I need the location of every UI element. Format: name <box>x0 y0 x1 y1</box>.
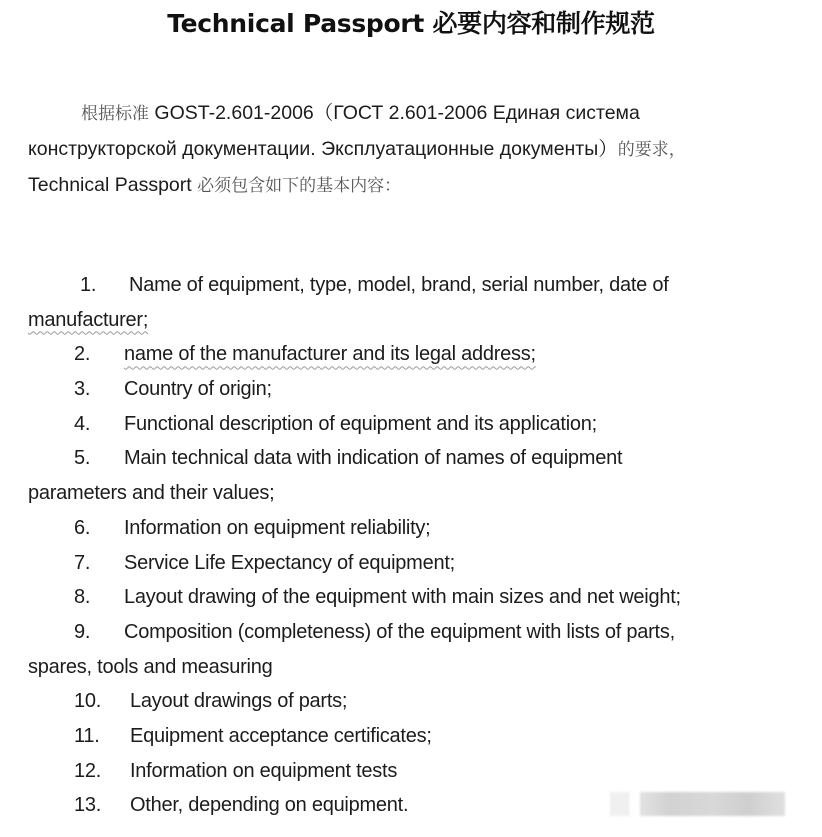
list-item-continuation <box>28 650 818 685</box>
list-item-number: 9. <box>74 620 91 643</box>
watermark-gap <box>630 792 640 816</box>
list-item-text: Information on equipment tests <box>130 759 398 782</box>
list-item <box>28 441 818 476</box>
intro-russian-title: конструкторской документации. Эксплуатационные документы） <box>28 138 618 160</box>
list-item-text: name of the manufacturer and its legal address; <box>124 343 536 366</box>
list-item <box>28 511 818 546</box>
list-item-number: 3. <box>74 378 91 401</box>
list-item-text: Service Life Expectancy of equipment; <box>124 551 455 574</box>
list-item-text: spares, tools and measuring <box>28 655 273 678</box>
list-item-text: parameters and their values; <box>28 482 275 505</box>
watermark-logo-icon <box>610 792 630 816</box>
blurred-watermark <box>610 790 810 818</box>
intro-cn-requirement: 的要求， <box>617 140 686 160</box>
list-item-text: Equipment acceptance certificates; <box>130 724 432 747</box>
list-item-text: Functional description of equipment and its application; <box>124 412 597 435</box>
list-item <box>28 719 818 754</box>
intro-cn-contents: 必须包含如下的基本内容： <box>197 176 402 196</box>
list-item-number: 11. <box>74 724 100 747</box>
list-item <box>28 684 818 719</box>
list-item-text: Country of origin; <box>124 378 272 401</box>
list-item-number: 6. <box>74 516 91 539</box>
list-item <box>28 546 818 581</box>
list-item <box>28 407 818 442</box>
list-item-number: 8. <box>74 586 91 609</box>
list-item-number: 12. <box>74 759 102 782</box>
list-item-number: 10. <box>74 690 102 713</box>
list-item <box>28 337 818 372</box>
list-item-text: Layout drawings of parts; <box>130 690 348 713</box>
intro-line-1 <box>28 96 818 132</box>
list-item-number: 1. <box>80 274 97 296</box>
list-item-number: 5. <box>74 447 91 470</box>
intro-technical-passport: Technical Passport <box>28 174 198 196</box>
list-item-text: manufacturer; <box>28 308 149 331</box>
intro-standard-reference: GOST-2.601-2006（ГОСТ 2.601-2006 Единая система <box>149 102 640 124</box>
list-item-continuation <box>28 476 818 511</box>
list-item <box>28 372 818 407</box>
intro-cn-prefix: 根据标准 <box>81 104 149 124</box>
intro-paragraph <box>28 96 818 204</box>
list-item <box>28 615 818 650</box>
list-item-text: Other, depending on equipment. <box>130 794 409 817</box>
intro-line-2 <box>28 132 818 168</box>
intro-line-3 <box>28 168 818 204</box>
list-item-number: 7. <box>74 551 91 574</box>
list-item-number: 13. <box>74 794 102 817</box>
list-item-text: Layout drawing of the equipment with main sizes and net weight; <box>124 586 681 609</box>
list-item-text: Composition (completeness) of the equipment with lists of parts, <box>124 620 675 643</box>
list-item-text: Name of equipment, type, model, brand, serial number, date of <box>129 274 669 296</box>
list-item-number: 2. <box>74 343 91 366</box>
list-item-text: Main technical data with indication of names of equipment <box>124 447 623 470</box>
list-item-text: Information on equipment reliability; <box>124 516 431 539</box>
watermark-text <box>640 792 785 816</box>
requirements-list <box>28 268 818 823</box>
list-item-continuation <box>28 303 818 338</box>
list-item-number: 4. <box>74 412 91 435</box>
page-title: Technical Passport 必要内容和制作规范 <box>167 9 655 38</box>
list-item <box>28 754 818 789</box>
list-item <box>28 580 818 615</box>
list-item <box>28 268 818 303</box>
